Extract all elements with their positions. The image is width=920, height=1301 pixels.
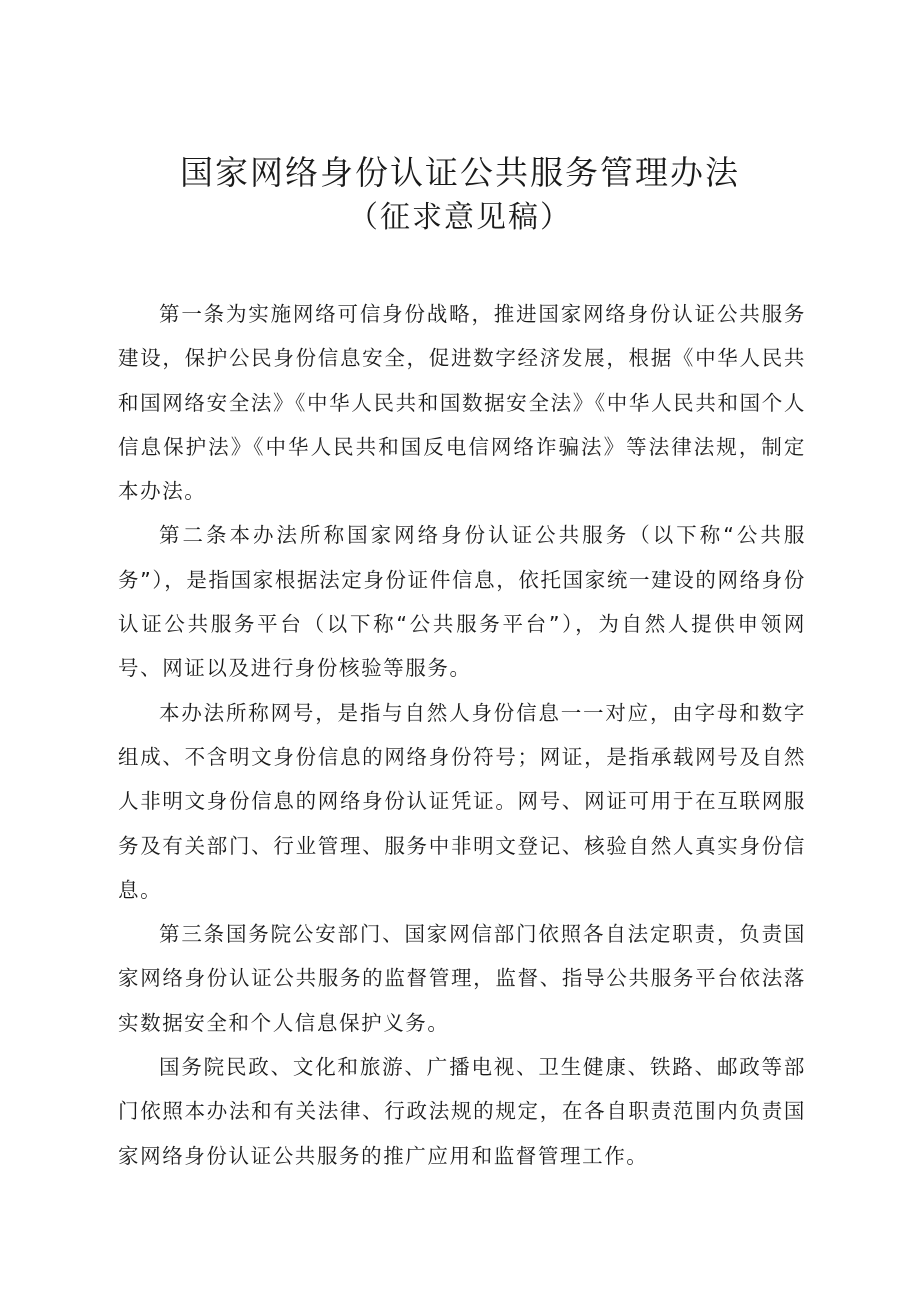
- paragraph-article-1: 第一条为实施网络可信身份战略，推进国家网络身份认证公共服务建设，保护公民身份信息安全，促进数字经济发展，根据《中华人民共和国网络安全法》《中华人民共和国数据安全法》《中华人民共和国个人信息保护法》《中华人民共和国反电信网络诈骗法》等法律法规，制定本办法。: [118, 302, 806, 504]
- paragraph-article-3: 第三条国务院公安部门、国家网信部门依照各自法定职责，负责国家网络身份认证公共服务的监督管理，监督、指导公共服务平台依法落实数据安全和个人信息保护义务。: [118, 922, 806, 1035]
- title-block: [0, 150, 920, 240]
- document-body: [118, 292, 806, 1178]
- document-title: 国家网络身份认证公共服务管理办法: [180, 153, 740, 192]
- paragraph-definition: 本办法所称网号，是指与自然人身份信息一一对应，由字母和数字组成、不含明文身份信息的网络身份符号；网证，是指承载网号及自然人非明文身份信息的网络身份认证凭证。网号、网证可用于在互联网服务及有关部门、行业管理、服务中非明文登记、核验自然人真实身份信息。: [118, 700, 806, 902]
- paragraph-departments: 国务院民政、文化和旅游、广播电视、卫生健康、铁路、邮政等部门依照本办法和有关法律、行政法规的规定，在各自职责范围内负责国家网络身份认证公共服务的推广应用和监督管理工作。: [118, 1055, 806, 1168]
- paragraph-article-2: 第二条本办法所称国家网络身份认证公共服务（以下称“公共服务”），是指国家根据法定身份证件信息，依托国家统一建设的网络身份认证公共服务平台（以下称“公共服务平台”），为自然人提供申领网号、网证以及进行身份核验等服务。: [118, 523, 806, 681]
- document-subtitle: （征求意见稿）: [348, 200, 572, 235]
